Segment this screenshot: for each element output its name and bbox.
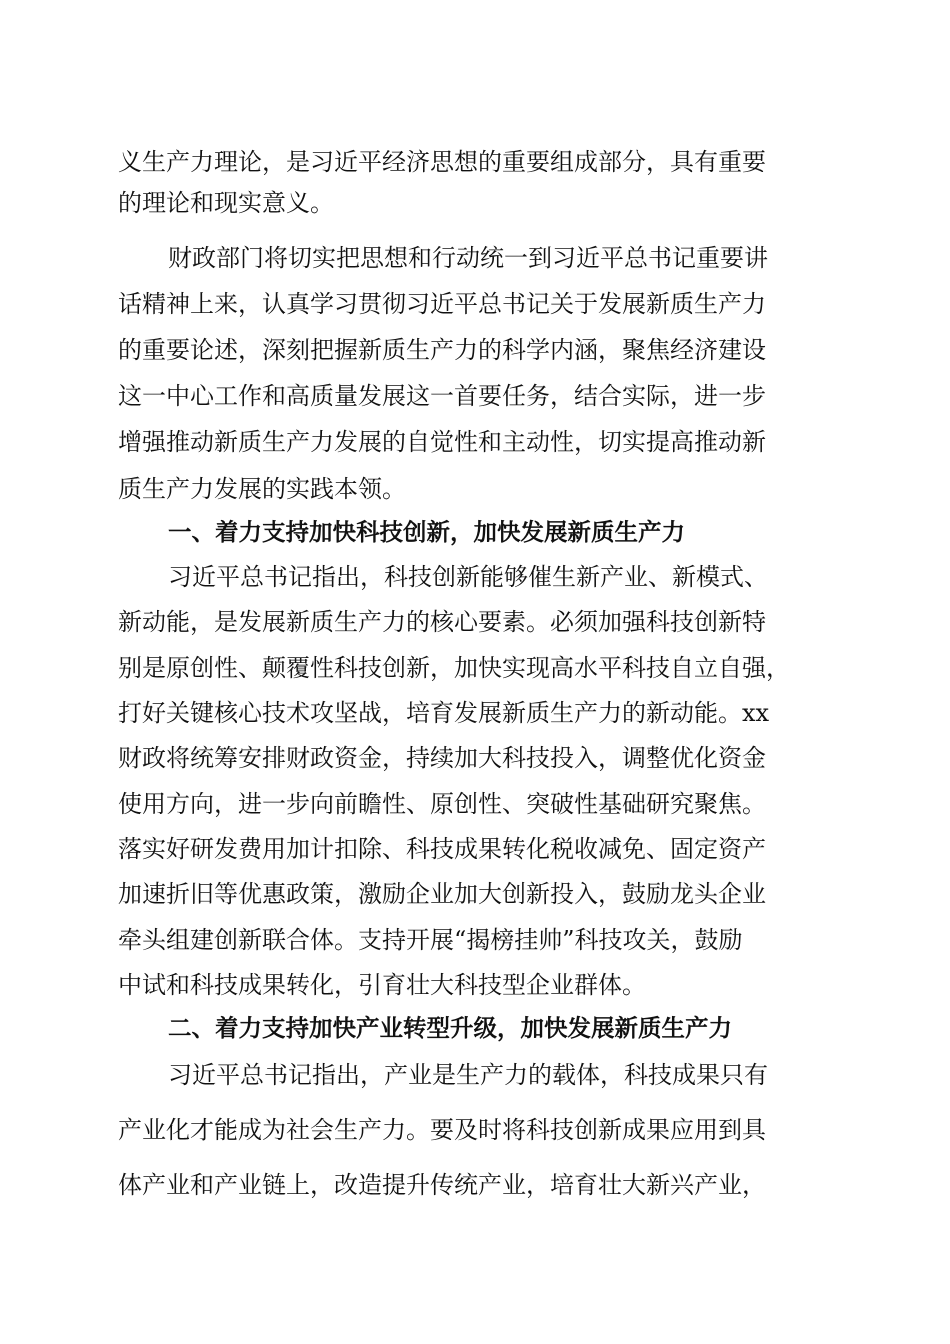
- text-line: 产业化才能成为社会生产力。要及时将科技创新成果应用到具: [118, 1116, 766, 1144]
- text-line: 的重要论述，深刻把握新质生产力的科学内涵，聚焦经济建设: [118, 336, 766, 364]
- text-line: 财政部门将切实把思想和行动统一到习近平总书记重要讲: [168, 244, 768, 272]
- section-heading-2: 二、着力支持加快产业转型升级，加快发展新质生产力: [168, 1014, 732, 1042]
- text-line: 习近平总书记指出，科技创新能够催生新产业、新模式、: [168, 563, 768, 591]
- text-line: 新动能，是发展新质生产力的核心要素。必须加强科技创新特: [118, 608, 766, 636]
- text-line: 落实好研发费用加计扣除、科技成果转化税收减免、固定资产: [118, 835, 766, 863]
- text-line: 别是原创性、颠覆性科技创新，加快实现高水平科技自立自强，: [118, 654, 790, 682]
- text-line: 质生产力发展的实践本领。: [118, 475, 406, 503]
- text-line: 这一中心工作和高质量发展这一首要任务，结合实际，进一步: [118, 382, 766, 410]
- text-line: 中试和科技成果转化，引育壮大科技型企业群体。: [118, 971, 646, 999]
- text-line: 打好关键核心技术攻坚战，培育发展新质生产力的新动能。xx: [118, 699, 770, 727]
- text-line: 增强推动新质生产力发展的自觉性和主动性，切实提高推动新: [118, 428, 766, 456]
- text-line: 话精神上来，认真学习贯彻习近平总书记关于发展新质生产力: [118, 290, 766, 318]
- section-heading-1: 一、着力支持加快科技创新，加快发展新质生产力: [168, 518, 685, 546]
- text-line: 义生产力理论，是习近平经济思想的重要组成部分，具有重要: [118, 148, 766, 176]
- text-line: 牵头组建创新联合体。支持开展“揭榜挂帅”科技攻关，鼓励: [118, 926, 743, 954]
- text-line: 习近平总书记指出，产业是生产力的载体，科技成果只有: [168, 1061, 768, 1089]
- text-line: 财政将统筹安排财政资金，持续加大科技投入，调整优化资金: [118, 744, 766, 772]
- text-line: 的理论和现实意义。: [118, 189, 334, 217]
- text-line: 使用方向，进一步向前瞻性、原创性、突破性基础研究聚焦。: [118, 790, 766, 818]
- text-line: 体产业和产业链上，改造提升传统产业，培育壮大新兴产业，: [118, 1171, 766, 1199]
- text-line: 加速折旧等优惠政策，激励企业加大创新投入，鼓励龙头企业: [118, 880, 766, 908]
